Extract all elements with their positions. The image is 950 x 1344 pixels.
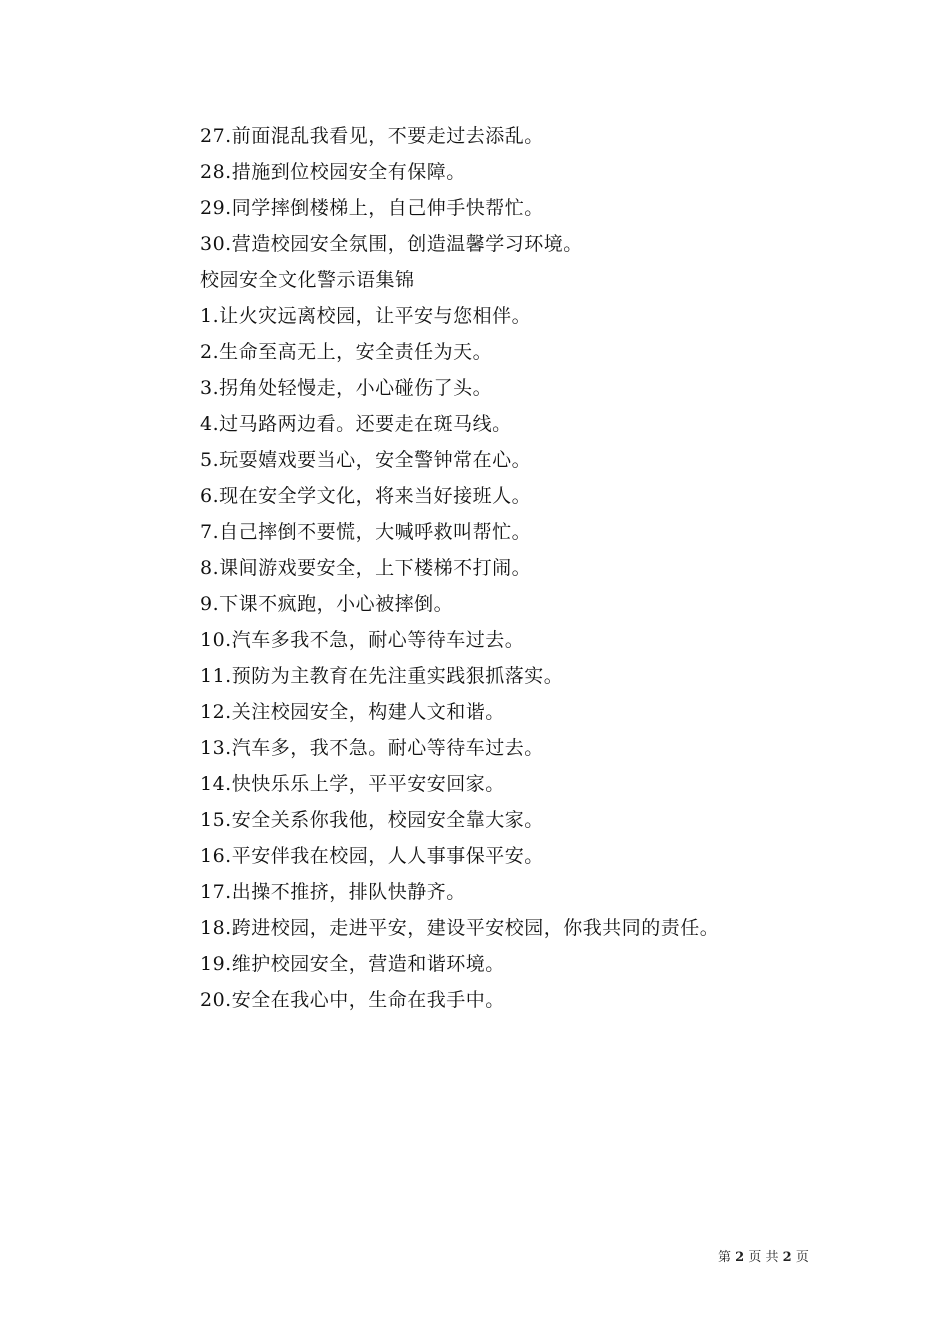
footer-suffix: 页 xyxy=(795,1250,809,1265)
text-line: 12.关注校园安全，构建人文和谐。 xyxy=(200,701,505,723)
text-line: 29.同学摔倒楼梯上，自己伸手快帮忙。 xyxy=(200,197,544,219)
text-line: 18.跨进校园，走进平安，建设平安校园，你我共同的责任。 xyxy=(200,917,720,939)
text-line: 15.安全关系你我他，校园安全靠大家。 xyxy=(200,809,544,831)
footer-middle: 页 共 xyxy=(748,1250,779,1265)
text-line: 11.预防为主教育在先注重实践狠抓落实。 xyxy=(200,665,564,687)
text-line: 1.让火灾远离校园，让平安与您相伴。 xyxy=(200,305,532,327)
text-line: 3.拐角处轻慢走，小心碰伤了头。 xyxy=(200,377,493,399)
text-line: 9.下课不疯跑，小心被摔倒。 xyxy=(200,593,454,615)
text-line: 19.维护校园安全，营造和谐环境。 xyxy=(200,953,505,975)
text-line: 6.现在安全学文化，将来当好接班人。 xyxy=(200,485,532,507)
text-line: 14.快快乐乐上学，平平安安回家。 xyxy=(200,773,505,795)
text-line: 4.过马路两边看。还要走在斑马线。 xyxy=(200,413,512,435)
text-line: 20.安全在我心中，生命在我手中。 xyxy=(200,989,505,1011)
text-line: 28.措施到位校园安全有保障。 xyxy=(200,161,466,183)
total-page-number: 2 xyxy=(782,1250,792,1265)
section-heading: 校园安全文化警示语集锦 xyxy=(200,269,415,291)
text-line: 30.营造校园安全氛围，创造温馨学习环境。 xyxy=(200,233,583,255)
text-line: 2.生命至高无上，安全责任为天。 xyxy=(200,341,493,363)
text-line: 17.出操不推挤，排队快静齐。 xyxy=(200,881,466,903)
text-line: 13.汽车多，我不急。耐心等待车过去。 xyxy=(200,737,544,759)
text-line: 7.自己摔倒不要慌，大喊呼救叫帮忙。 xyxy=(200,521,532,543)
text-line: 27.前面混乱我看见，不要走过去添乱。 xyxy=(200,125,544,147)
footer-prefix: 第 xyxy=(718,1250,732,1265)
text-line: 5.玩耍嬉戏要当心，安全警钟常在心。 xyxy=(200,449,532,471)
text-line: 10.汽车多我不急，耐心等待车过去。 xyxy=(200,629,525,651)
text-line: 16.平安伴我在校园，人人事事保平安。 xyxy=(200,845,544,867)
document-body xyxy=(200,118,840,1018)
text-line: 8.课间游戏要安全，上下楼梯不打闹。 xyxy=(200,557,532,579)
page-footer xyxy=(718,1246,809,1265)
current-page-number: 2 xyxy=(735,1250,745,1265)
